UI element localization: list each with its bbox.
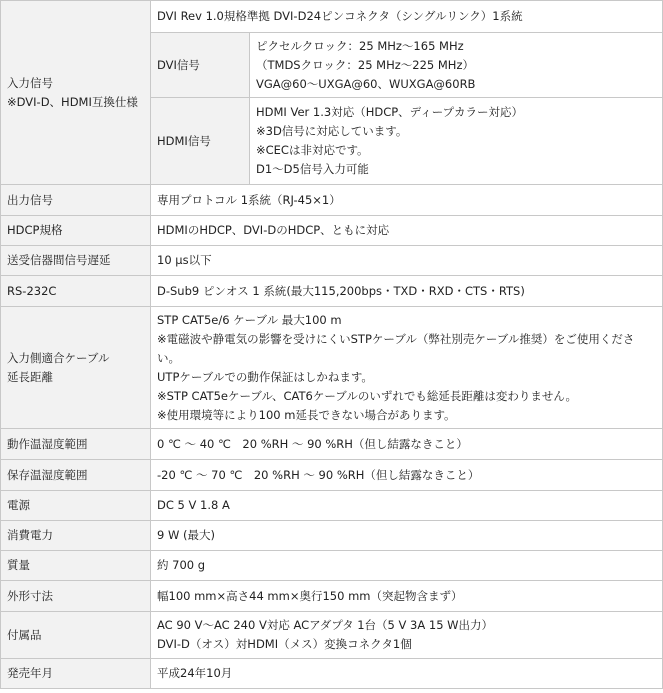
header-hdcp: HDCP規格 [1,216,151,246]
value-rs232c: D-Sub9 ピンオス 1 系統(最大115,200bps・TXD・RXD・CTS・RTS) [151,276,663,307]
header-release: 発売年月 [1,659,151,689]
value-dvi-line-1: ピクセルクロック：25 MHz～165 MHz [256,38,464,53]
value-hdmi [250,98,663,185]
header-cable-line-2: 延長距離 [7,369,53,384]
header-cable-line-1: 入力側適合ケーブル [7,350,110,365]
row-input [1,1,663,33]
value-storage-temp: -20 ℃ ～ 70 ℃ 20 %RH ～ 90 %RH（但し結露なきこと） [151,460,663,491]
row-consumption [1,521,663,551]
row-delay [1,246,663,276]
value-power: DC 5 V 1.8 A [151,491,663,521]
header-operating-temp: 動作温湿度範囲 [1,429,151,460]
row-hdcp [1,216,663,246]
value-cable-line-6: ※使用環境等により100 m延長できない場合があります。 [157,407,456,422]
value-dvi [250,33,663,98]
header-cable [1,307,151,429]
value-accessories [151,612,663,659]
value-output: 専用プロトコル 1系統（RJ-45×1） [151,185,663,216]
value-consumption: 9 W (最大) [151,521,663,551]
value-cable-line-4: UTPケーブルでの動作保証はしかねます。 [157,369,373,384]
row-accessories [1,612,663,659]
value-input-main: DVI Rev 1.0規格準拠 DVI-D24ピンコネクタ（シングルリンク）1系統 [151,1,663,33]
header-consumption: 消費電力 [1,521,151,551]
value-hdmi-line-4: D1～D5信号入力可能 [256,162,369,176]
value-release: 平成24年10月 [151,659,663,689]
value-hdmi-line-3: ※CECは非対応です。 [256,143,369,157]
header-mass: 質量 [1,551,151,581]
header-power: 電源 [1,491,151,521]
value-mass: 約 700 g [151,551,663,581]
row-release [1,659,663,689]
header-dvi: DVI信号 [151,33,250,98]
row-operating-temp [1,429,663,460]
header-storage-temp: 保存温湿度範囲 [1,460,151,491]
header-input-line-1: 入力信号 [7,75,53,90]
row-storage-temp [1,460,663,491]
header-input-line-2: ※DVI-D、HDMI互換仕様 [7,94,138,109]
header-hdmi: HDMI信号 [151,98,250,185]
row-dimensions [1,581,663,612]
header-dimensions: 外形寸法 [1,581,151,612]
value-accessories-line-1: AC 90 V～AC 240 V対応 ACアダプタ 1台（5 V 3A 15 W出力） [157,618,494,632]
row-rs232c [1,276,663,307]
value-cable-line-3: い。 [157,350,180,365]
value-cable-line-5: ※STP CAT5eケーブル、CAT6ケーブルのいずれでも総延長距離は変わりません。 [157,388,578,403]
value-cable-line-1: STP CAT5e/6 ケーブル 最大100 m [157,312,342,327]
value-hdmi-line-1: HDMI Ver 1.3対応（HDCP、ディープカラー対応） [256,105,524,119]
value-operating-temp: 0 ℃ ～ 40 ℃ 20 %RH ～ 90 %RH（但し結露なきこと） [151,429,663,460]
row-mass [1,551,663,581]
value-delay: 10 μs以下 [151,246,663,276]
value-cable [151,307,663,429]
header-rs232c: RS-232C [1,276,151,307]
row-power [1,491,663,521]
header-input [1,1,151,185]
header-delay: 送受信器間信号遅延 [1,246,151,276]
header-output: 出力信号 [1,185,151,216]
value-hdcp: HDMIのHDCP、DVI-DのHDCP、ともに対応 [151,216,663,246]
row-cable [1,307,663,429]
value-dvi-line-3: VGA@60～UXGA@60、WUXGA@60RB [256,76,476,91]
value-dimensions: 幅100 mm×高さ44 mm×奥行150 mm（突起物含まず） [151,581,663,612]
value-hdmi-line-2: ※3D信号に対応しています。 [256,124,408,138]
value-cable-line-2: ※電磁波や静電気の影響を受けにくいSTPケーブル（弊社別売ケーブル推奨）をご使用くださ [157,331,635,346]
value-accessories-line-2: DVI-D（オス）対HDMI（メス）変換コネクタ1個 [157,637,412,651]
header-accessories: 付属品 [1,612,151,659]
row-output [1,185,663,216]
value-dvi-line-2: （TMDSクロック：25 MHz～225 MHz） [256,57,474,72]
